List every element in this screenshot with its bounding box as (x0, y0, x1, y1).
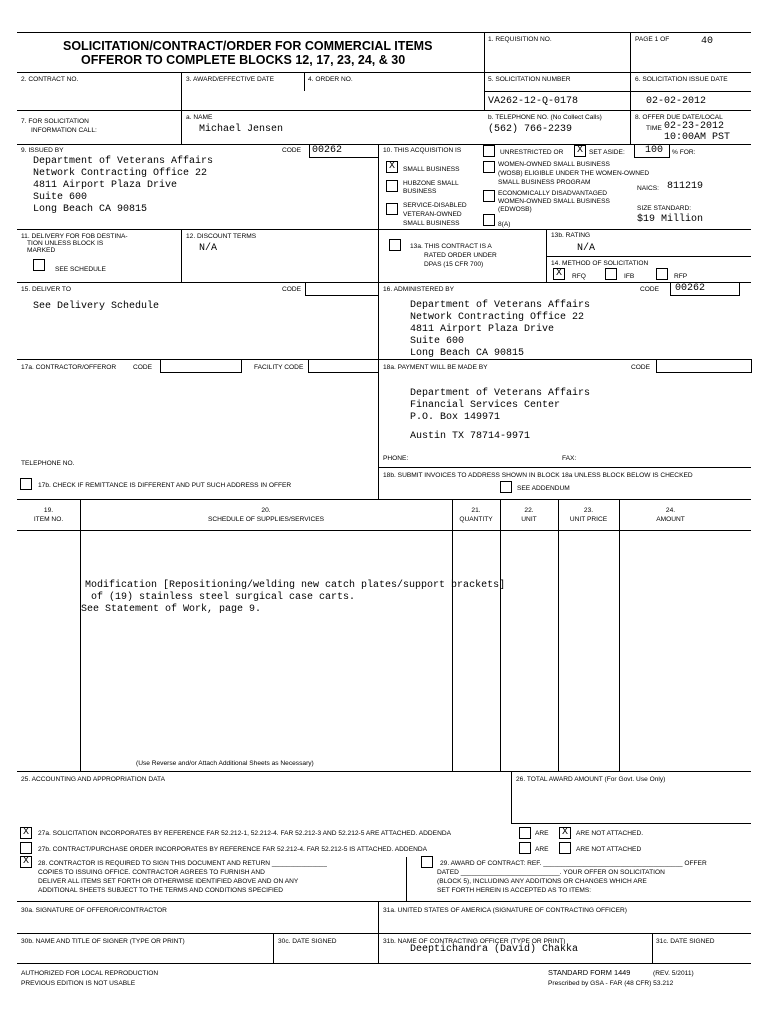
description-line: of (19) stainless steel surgical case carts. (85, 592, 356, 603)
c29-line-3: (BLOCK 5), INCLUDING ANY ADDITIONS OR CHANGES WHICH ARE (437, 878, 647, 885)
c27b-label: 27b. CONTRACT/PURCHASE ORDER INCORPORATES BY REFERENCE FAR 52.212-4. FAR 52.212-5 IS ATTACHED. ADDENDA (38, 846, 428, 853)
ifb-label: IFB (624, 273, 635, 280)
unrestricted-label: UNRESTRICTED OR (500, 149, 564, 156)
eight-a-label: 8(A) (498, 221, 511, 228)
footer-prescribed: Prescribed by GSA - FAR (48 CFR) 53.212 (548, 980, 674, 987)
c28-line-3: DELIVER ALL ITEMS SET FORTH OR OTHERWISE IDENTIFIED ABOVE AND ON ANY (38, 878, 299, 885)
payment-code-label: CODE (631, 364, 651, 371)
footer-previous-edition: PREVIOUS EDITION IS NOT USABLE (21, 980, 136, 987)
issued-by-code-label: CODE (282, 147, 302, 154)
discount-terms: N/A (199, 243, 218, 254)
rule-row17 (17, 359, 751, 360)
rule-row7 (17, 110, 751, 111)
see-addendum-label: SEE ADDENDUM (517, 485, 570, 492)
remittance-checkbox[interactable] (20, 478, 32, 490)
contact-telephone: (562) 766-2239 (488, 124, 573, 135)
schedule-description (81, 580, 505, 616)
telephone-label: b. TELEPHONE NO. (No Collect Calls) (488, 114, 602, 121)
acquisition-label: 10. THIS ACQUISITION IS (383, 147, 462, 154)
remittance-label: 17b. CHECK IF REMITTANCE IS DIFFERENT AND PUT SUCH ADDRESS IN OFFER (38, 482, 292, 489)
address-line: Department of Veterans Affairs (410, 388, 591, 399)
rule-13b (546, 256, 751, 257)
col-unit-num: 22. (524, 507, 534, 514)
issued-by-address (33, 156, 213, 216)
eight-a-checkbox[interactable] (483, 214, 495, 226)
vrule-28-29 (406, 857, 407, 901)
discount-terms-label: 12. DISCOUNT TERMS (186, 233, 257, 240)
vrule-sched-3 (500, 499, 501, 771)
c28-line-1: 28. CONTRACTOR IS REQUIRED TO SIGN THIS DOCUMENT AND RETURN _______________ (38, 860, 327, 867)
rule-schedule-bottom (17, 771, 751, 772)
facility-code-box[interactable] (308, 359, 379, 373)
page-total: 40 (701, 36, 714, 47)
c29-line-2: DATED ___________________________. YOUR OFFER ON SOLICITATION (437, 869, 665, 876)
officer-name: Deeptichandra (David) Chakka (410, 944, 579, 955)
payment-address (410, 388, 590, 424)
address-line: Financial Services Center (410, 400, 561, 411)
contractor-code-box[interactable] (160, 359, 242, 373)
address-line: Suite 600 (33, 192, 88, 203)
name-label: a. NAME (186, 114, 213, 121)
vrule-row2-a (181, 72, 182, 144)
deliver-to-code-label: CODE (282, 286, 302, 293)
vrule-row11-b (546, 229, 547, 282)
rated-order-checkbox[interactable] (389, 239, 401, 251)
form-title-line2: OFFEROR TO COMPLETE BLOCKS 12, 17, 23, 24, & 30 (81, 53, 406, 67)
rule-26-bottom (511, 823, 751, 824)
vrule-row11-a (181, 229, 182, 282)
order-no-label: 4. ORDER NO. (308, 76, 353, 83)
vrule-head-2 (630, 32, 631, 110)
deliver-to-code-box (305, 282, 379, 296)
address-line: Long Beach CA 90815 (410, 348, 525, 359)
address-line: Department of Veterans Affairs (410, 300, 591, 311)
edwosb-checkbox[interactable] (483, 190, 495, 202)
address-line: Long Beach CA 90815 (33, 204, 148, 215)
sdvosb-label-2: VETERAN-OWNED (403, 211, 462, 218)
officer-date-label: 31c. DATE SIGNED (656, 938, 715, 945)
footer-revision: (REV. 5/2011) (653, 970, 694, 977)
col-amount-num: 24. (665, 507, 676, 514)
c28-checkbox[interactable]: X (20, 856, 32, 868)
ifb-checkbox[interactable] (605, 268, 617, 280)
rating: N/A (577, 243, 596, 254)
c27a-checkbox[interactable]: X (20, 827, 32, 839)
rfp-label: RFP (674, 273, 688, 280)
payment-city: Austin TX 78714-9971 (410, 431, 531, 442)
hubzone-label-2: BUSINESS (403, 188, 437, 195)
signer-name-label: 30b. NAME AND TITLE OF SIGNER (TYPE OR PRINT) (21, 938, 185, 945)
award-date-label: 3. AWARD/EFFECTIVE DATE (186, 76, 275, 83)
rule-bottom (17, 963, 751, 964)
vrule-center (378, 144, 379, 499)
officer-name-label: 31b. NAME OF CONTRACTING OFFICER (TYPE OR PRINT) (383, 938, 566, 945)
c27b-not-label: ARE NOT ATTACHED (576, 846, 642, 853)
payment-fax-label: FAX: (562, 455, 577, 462)
rating-label: 13b. RATING (551, 232, 591, 239)
set-aside-label: SET ASIDE: (589, 149, 625, 156)
method-label: 14. METHOD OF SOLICITATION (551, 260, 649, 267)
c28-line-4: ADDITIONAL SHEETS SUBJECT TO THE TERMS AND CONDITIONS SPECIFIED (38, 887, 283, 894)
vrule-sig-30c (273, 933, 274, 963)
rule-phone (378, 467, 751, 468)
wosb-label-1: WOMEN-OWNED SMALL BUSINESS (498, 161, 610, 168)
administered-by-address (410, 300, 590, 360)
signature-offeror-label: 30a. SIGNATURE OF OFFEROR/CONTRACTOR (21, 907, 167, 914)
rule-row30a (17, 901, 751, 902)
fob-label-1: 11. DELIVERY FOR FOB DESTINA- (21, 233, 128, 240)
vrule-sched-1 (80, 499, 81, 771)
sdvosb-label-1: SERVICE-DISABLED (403, 202, 467, 209)
deliver-to-label: 15. DELIVER TO (21, 286, 71, 293)
invoice-label: 18b. SUBMIT INVOICES TO ADDRESS SHOWN IN BLOCK 18a UNLESS BLOCK BELOW IS CHECKED (383, 472, 693, 479)
administered-by-label: 16. ADMINISTERED BY (383, 286, 455, 293)
contractor-label: 17a. CONTRACTOR/OFFEROR (21, 364, 117, 371)
rule-top (17, 32, 751, 33)
naics-label: NAICS: (637, 185, 659, 192)
rated-order-label-1: 13a. THIS CONTRACT IS A (410, 243, 492, 250)
issued-by-code: 00262 (312, 145, 343, 156)
see-schedule-checkbox[interactable] (33, 259, 45, 271)
address-line: Department of Veterans Affairs (33, 156, 214, 167)
address-line: 4811 Airport Plaza Drive (33, 180, 178, 191)
address-line: Network Contracting Office 22 (33, 168, 208, 179)
vrule-sched-4 (558, 499, 559, 771)
edwosb-label-1: ECONOMICALLY DISADVANTAGED (498, 190, 608, 197)
reverse-note: (Use Reverse and/or Attach Additional Sheets as Necessary) (136, 760, 314, 767)
description-line: See Statement of Work, page 9. (81, 604, 262, 615)
issued-by-label: 9. ISSUED BY (21, 147, 64, 154)
requisition-no-label: 1. REQUISITION NO. (488, 36, 552, 43)
rfq-label: RFQ (572, 273, 586, 280)
see-addendum-checkbox[interactable] (500, 481, 512, 493)
c27a-label: 27a. SOLICITATION INCORPORATES BY REFERENCE FAR 52.212-1, 52.212-4. FAR 52.212-3 AND 52.212-5 ARE ATTACHED. ADDENDA (38, 830, 451, 837)
vrule-sched-5 (619, 499, 620, 771)
wosb-label-2: (WOSB) ELIGIBLE UNDER THE WOMEN-OWNED (498, 170, 650, 177)
solicitation-no: VA262-12-Q-0178 (488, 96, 579, 107)
administered-by-code: 00262 (675, 283, 706, 294)
contract-no-label: 2. CONTRACT NO. (21, 76, 79, 83)
wosb-label-3: SMALL BUSINESS PROGRAM (498, 179, 591, 186)
rule-row30b (17, 933, 751, 934)
c27a-are-label: ARE (535, 830, 549, 837)
address-line: Network Contracting Office 22 (410, 312, 585, 323)
wosb-checkbox[interactable] (483, 161, 495, 173)
rule-row15 (17, 282, 751, 283)
offer-due-date: 02-23-2012 (664, 121, 725, 132)
description-line: Modification [Repositioning/welding new catch plates/support brackets] (85, 580, 506, 591)
c29-line-1: 29. AWARD OF CONTRACT: REF. ______________________________________ OFFER (440, 860, 707, 867)
hubzone-checkbox[interactable] (386, 180, 398, 192)
vrule-26 (511, 771, 512, 823)
col-unit-price: UNIT PRICE (569, 516, 608, 523)
footer-authorized: AUTHORIZED FOR LOCAL REPRODUCTION (21, 970, 159, 977)
c29-line-4: SET FORTH HEREIN IS ACCEPTED AS TO ITEMS: (437, 887, 592, 894)
total-award-label: 26. TOTAL AWARD AMOUNT (For Govt. Use Only) (516, 776, 666, 783)
for-solicitation-label-1: 7. FOR SOLICITATION (21, 118, 89, 125)
c27b-checkbox[interactable] (20, 842, 32, 854)
size-standard: $19 Million (637, 214, 704, 225)
footer-form-name: STANDARD FORM 1449 (548, 968, 631, 977)
address-line: P.O. Box 149971 (410, 412, 501, 423)
signer-date-label: 30c. DATE SIGNED (278, 938, 337, 945)
small-business-checkbox[interactable]: X (386, 161, 398, 173)
col-unit: UNIT (521, 516, 537, 523)
c27a-are-checkbox[interactable] (519, 827, 531, 839)
rule-row2 (17, 72, 751, 73)
administered-by-code-label: CODE (640, 286, 660, 293)
c27b-not-checkbox[interactable] (559, 842, 571, 854)
payment-phone-label: PHONE: (383, 455, 409, 462)
fob-label-3: MARKED (27, 247, 56, 254)
col-item-no: ITEM NO. (33, 516, 64, 523)
naics-code: 811219 (667, 181, 704, 192)
issue-date-label: 6. SOLICITATION ISSUE DATE (635, 76, 728, 83)
size-standard-label: SIZE STANDARD: (637, 205, 692, 212)
issue-date: 02-02-2012 (646, 96, 707, 107)
c27a-not-checkbox[interactable]: X (559, 827, 571, 839)
col-unit-price-num: 23. (583, 507, 594, 514)
signature-officer-label: 31a. UNITED STATES OF AMERICA (SIGNATURE OF CONTRACTING OFFICER) (383, 907, 627, 914)
pct-for-label: % FOR: (672, 149, 696, 156)
fob-label-2: TION UNLESS BLOCK IS (27, 240, 104, 247)
offer-due-label: 8. OFFER DUE DATE/LOCAL (635, 114, 723, 121)
sdvosb-checkbox[interactable] (386, 203, 398, 215)
payment-code-box (656, 359, 752, 373)
set-aside-checkbox[interactable]: X (574, 145, 586, 157)
rfp-checkbox[interactable] (656, 268, 668, 280)
col-item-no-num: 19. (43, 507, 54, 514)
time-label: TIME (646, 125, 662, 132)
offer-due-time: 10:00AM PST (664, 132, 731, 143)
payment-label: 18a. PAYMENT WILL BE MADE BY (383, 364, 488, 371)
unrestricted-checkbox[interactable] (483, 145, 495, 157)
page-label: PAGE 1 OF (635, 36, 670, 43)
vrule-row7-c (630, 110, 631, 144)
accounting-label: 25. ACCOUNTING AND APPROPRIATION DATA (21, 776, 165, 783)
rule-row2-mid (484, 91, 751, 92)
col-schedule-num: 20. (261, 507, 271, 514)
vrule-sched-2 (452, 499, 453, 771)
hubzone-label-1: HUBZONE SMALL (403, 180, 459, 187)
contractor-telephone-label: TELEPHONE NO. (21, 460, 75, 467)
form-title-line1: SOLICITATION/CONTRACT/ORDER FOR COMMERCIAL ITEMS (63, 39, 433, 53)
rule-schedule-top (17, 499, 751, 500)
small-business-label: SMALL BUSINESS (403, 166, 460, 173)
rfq-checkbox[interactable]: X (553, 268, 565, 280)
vrule-row2-b (304, 72, 305, 91)
rated-order-label-3: DPAS (15 CFR 700) (424, 261, 484, 268)
contractor-code-label: CODE (133, 364, 153, 371)
edwosb-label-2: WOMEN-OWNED SMALL BUSINESS (498, 198, 610, 205)
for-solicitation-label-2: INFORMATION CALL: (31, 127, 97, 134)
col-amount: AMOUNT (656, 516, 685, 523)
solicitation-no-label: 5. SOLICITATION NUMBER (488, 76, 571, 83)
deliver-to-text: See Delivery Schedule (33, 301, 160, 312)
col-quantity-num: 21. (471, 507, 481, 514)
facility-code-label: FACILITY CODE (254, 364, 304, 371)
col-quantity: QUANTITY (459, 516, 493, 523)
edwosb-label-3: (EDWOSB) (498, 206, 532, 213)
rule-row11 (17, 229, 751, 230)
c29-checkbox[interactable] (421, 856, 433, 868)
contact-name: Michael Jensen (199, 124, 284, 135)
address-line: 4811 Airport Plaza Drive (410, 324, 555, 335)
c27b-are-label: ARE (535, 846, 549, 853)
vrule-head-1 (484, 32, 485, 110)
c27b-are-checkbox[interactable] (519, 842, 531, 854)
c28-line-2: COPIES TO ISSUING OFFICE. CONTRACTOR AGREES TO FURNISH AND (38, 869, 265, 876)
rule-schedule-hdr (17, 530, 751, 531)
sdvosb-label-3: SMALL BUSINESS (403, 220, 460, 227)
vrule-sig-mid (378, 901, 379, 963)
rated-order-label-2: RATED ORDER UNDER (424, 252, 497, 259)
see-schedule-label: SEE SCHEDULE (55, 266, 106, 273)
set-aside-pct: 100 (645, 145, 664, 156)
col-schedule: SCHEDULE OF SUPPLIES/SERVICES (207, 516, 325, 523)
c27a-not-label: ARE NOT ATTACHED. (576, 830, 644, 837)
address-line: Suite 600 (410, 336, 465, 347)
vrule-sig-31c (652, 933, 653, 963)
